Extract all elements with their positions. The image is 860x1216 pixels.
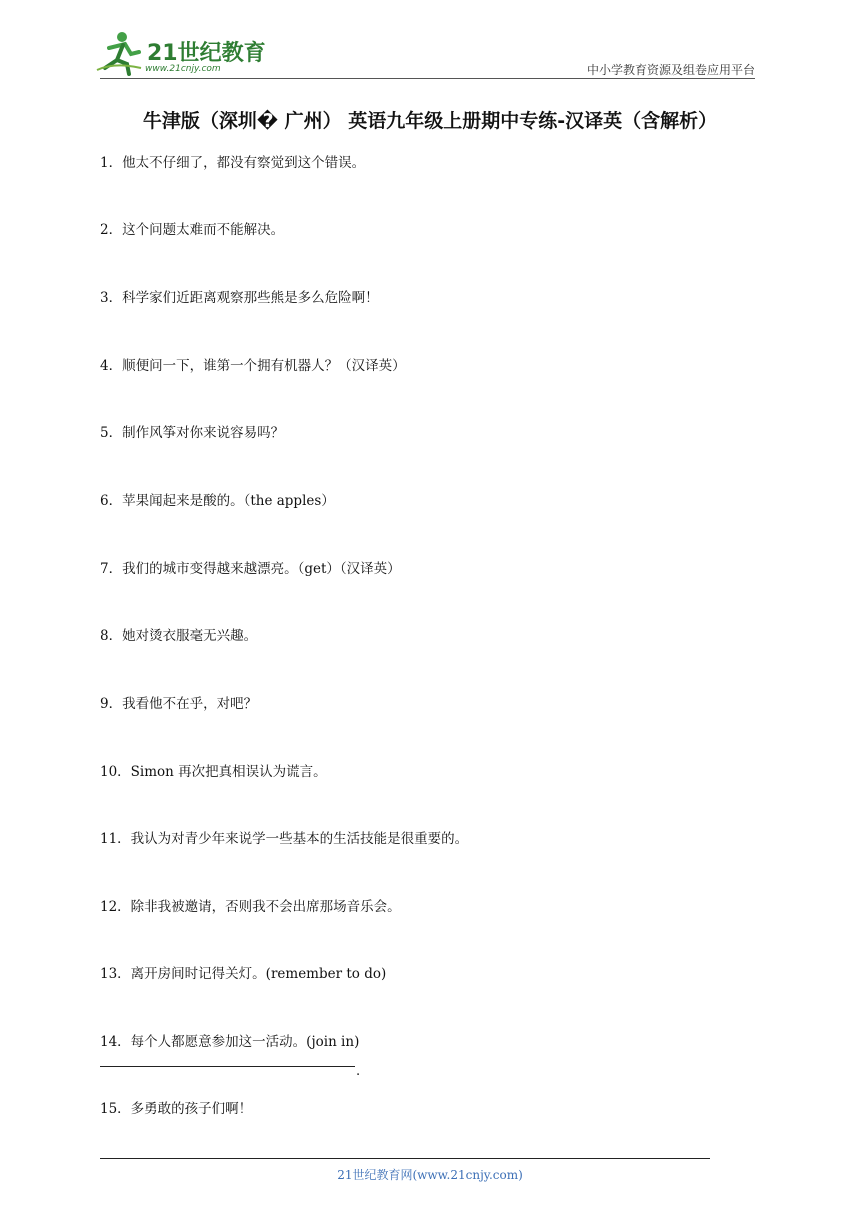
answer-blank-period: . — [356, 1064, 361, 1079]
page-title: 牛津版（深圳� 广州） 英语九年级上册期中专练-汉译英（含解析） — [142, 110, 718, 132]
question-item: 3．科学家们近距离观察那些熊是多么危险啊！ — [100, 290, 379, 306]
question-item: 10．Simon 再次把真相误认为谎言。 — [100, 764, 327, 780]
logo-brand-text: 21世纪教育 — [147, 41, 266, 66]
header-divider — [100, 78, 755, 79]
question-item: 15．多勇敢的孩子们啊！ — [100, 1101, 253, 1117]
question-item: 1．他太不仔细了，都没有察觉到这个错误。 — [100, 155, 366, 171]
question-item: 11．我认为对青少年来说学一些基本的生活技能是很重要的。 — [100, 831, 469, 847]
question-item: 12．除非我被邀请，否则我不会出席那场音乐会。 — [100, 899, 401, 915]
question-item: 9．我看他不在乎，对吧？ — [100, 696, 258, 712]
question-item: 7．我们的城市变得越来越漂亮。（get）（汉译英） — [100, 561, 401, 577]
answer-blank-line — [100, 1066, 355, 1067]
question-item: 13．离开房间时记得关灯。(remember to do) — [100, 966, 387, 982]
question-item: 14．每个人都愿意参加这一活动。(join in) — [100, 1034, 360, 1050]
question-item: 5．制作风筝对你来说容易吗？ — [100, 425, 285, 441]
question-item: 6．苹果闻起来是酸的。（the apples） — [100, 493, 335, 509]
question-item: 8．她对烫衣服毫无兴趣。 — [100, 628, 258, 644]
platform-name: 中小学教育资源及组卷应用平台 — [586, 63, 755, 77]
logo-url-text: www.21cnjy.com — [145, 64, 221, 74]
footer-link[interactable]: 21世纪教育网(www.21cnjy.com) — [337, 1168, 523, 1182]
question-item: 4．顺便问一下，谁第一个拥有机器人？（汉译英） — [100, 358, 406, 374]
page-header — [0, 0, 860, 90]
site-logo — [95, 30, 265, 78]
footer-divider — [100, 1158, 710, 1159]
runner-logo-icon — [95, 30, 145, 76]
question-item: 2．这个问题太难而不能解决。 — [100, 222, 285, 238]
